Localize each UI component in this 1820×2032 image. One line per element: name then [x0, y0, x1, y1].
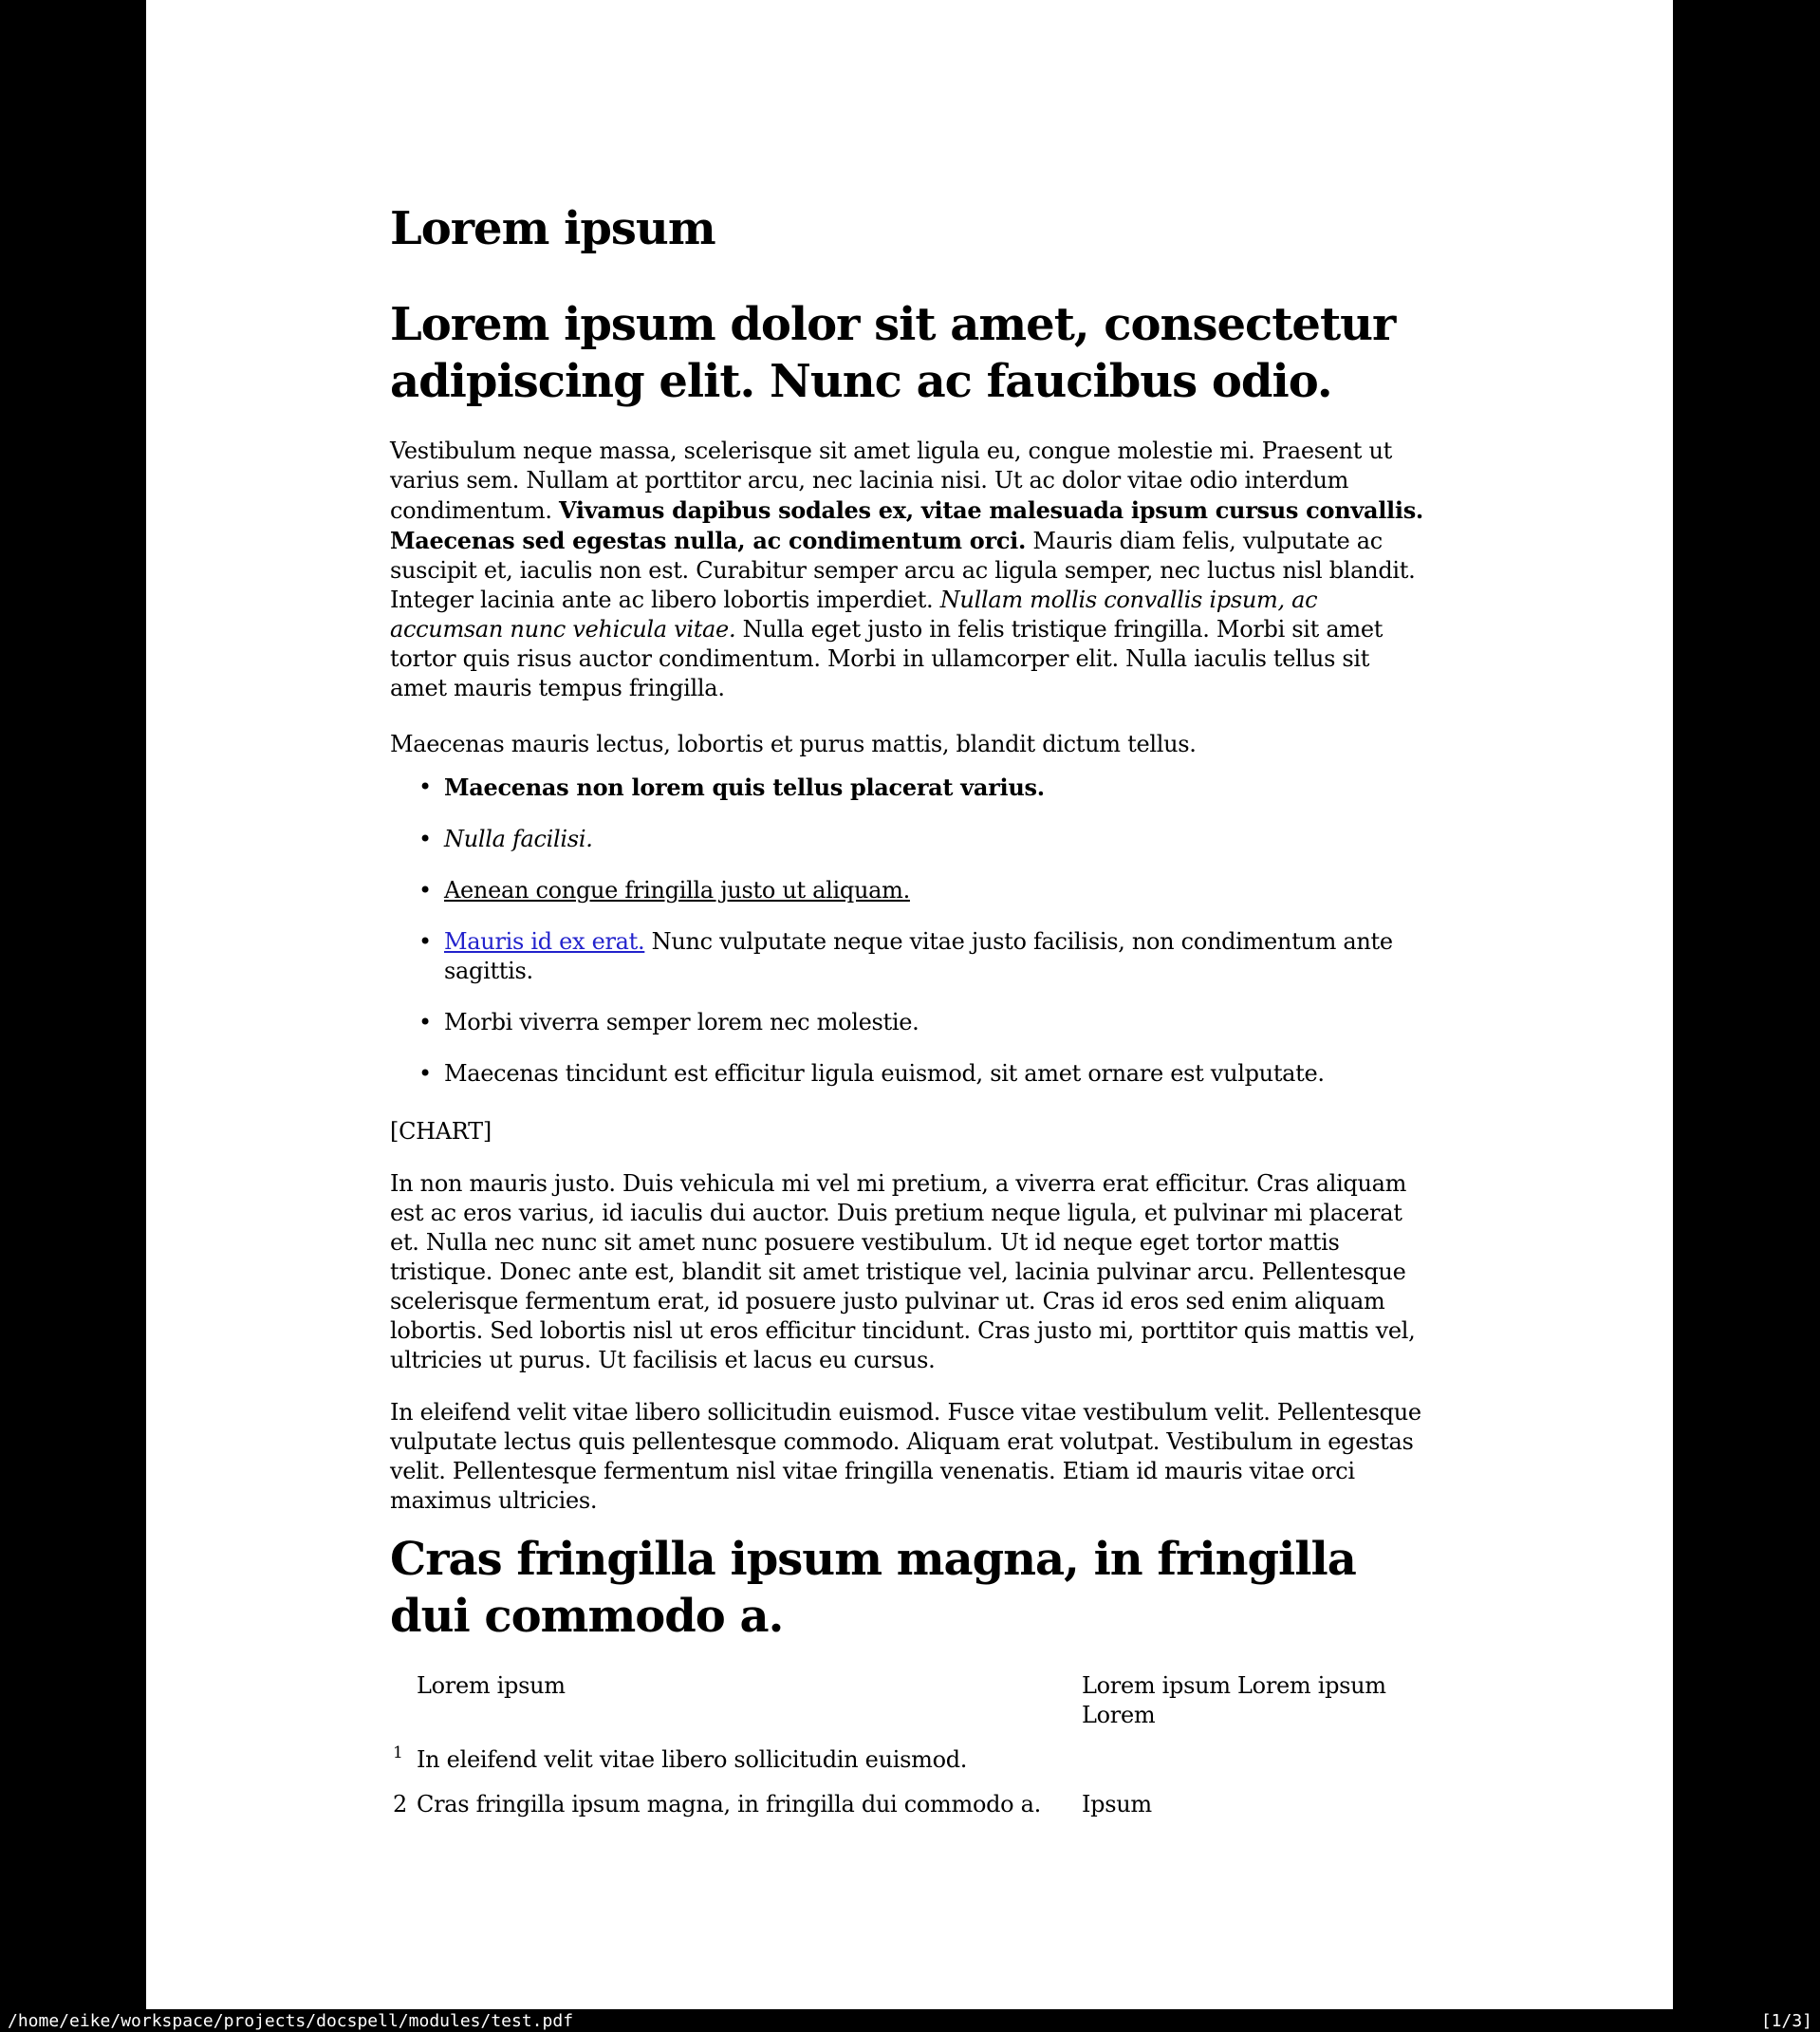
footnote-left-cell [390, 1745, 1082, 1775]
text-segment: Maecenas tincidunt est efficitur ligula euismod, sit amet ornare est vulputate. [444, 1060, 1325, 1087]
list-item [390, 1059, 1429, 1089]
footnote-text: Cras fringilla ipsum magna, in fringilla dui commodo a. [417, 1791, 1041, 1818]
footnote-left-cell [390, 1671, 1082, 1730]
pdf-page[interactable] [146, 0, 1673, 2009]
footnote-left-cell [390, 1790, 1082, 1819]
text-segment: Nunc vulputate neque vitae justo facilisis, non condimentum ante sagittis. [444, 928, 1393, 984]
text-segment: Morbi viverra semper lorem nec molestie. [444, 1009, 919, 1035]
footnote-text: In eleifend velit vitae libero sollicitudin euismod. [417, 1746, 968, 1773]
footnote-marker: 2 [393, 1791, 407, 1818]
text-segment: Nullam mollis convallis ipsum, ac accumsan nunc vehicula vitae. [390, 587, 1318, 643]
list-item [390, 927, 1429, 986]
document-subheading: Cras fringilla ipsum magna, in fringilla dui commodo a. [390, 1533, 1356, 1643]
bullet-list [390, 773, 1429, 1089]
footnote-text: Lorem ipsum [417, 1672, 566, 1699]
document-heading: Lorem ipsum dolor sit amet, consectetur adipiscing elit. Nunc ac faucibus odio. [390, 298, 1396, 408]
footnote-marker: 1 [393, 1743, 403, 1762]
footnote-table [390, 1671, 1429, 1819]
body-paragraph-1: In non mauris justo. Duis vehicula mi vel mi pretium, a viverra erat efficitur. Cras aliquam est ac eros varius, id iaculis dui auctor. Duis pretium neque ligula, et pulvinar mi placerat et. Nulla nec nunc sit amet nunc posuere vestibulum. Ut id neque eget tortor mattis tristique. Donec ante est, blandit sit amet tristique vel, lacinia pulvinar arcu. Pellentesque scelerisque fermentum erat, id posuere justo pulvinar ut. Cras id eros sed enim aliquam lobortis. Sed lobortis nisl ut eros efficitur tincidunt. Cras justo mi, porttitor quis mattis vel, ultricies ut purus. Ut facilisis et lacus eu cursus. [390, 1170, 1416, 1373]
text-segment: Vestibulum neque massa, scelerisque sit amet ligula eu, congue molestie mi. Praesent ut varius sem. Nullam at porttitor arcu, nec lacinia nisi. Ut ac dolor vitae odio interdum condimentum. [390, 438, 1392, 524]
chart-placeholder: [CHART] [390, 1118, 492, 1145]
footnote-right-cell: Lorem ipsum Lorem ipsum Lorem [1082, 1672, 1386, 1728]
text-segment: Nulla eget justo in felis tristique fringilla. Morbi sit amet tortor quis risus auctor condimentum. Morbi in ullamcorper elit. Nulla iaculis tellus sit amet mauris tempus fringilla. [390, 616, 1384, 701]
text-segment: Maecenas non lorem quis tellus placerat varius. [444, 774, 1045, 801]
intro-paragraph [390, 437, 1429, 703]
list-item [390, 876, 1429, 905]
status-bar [0, 2009, 1820, 2032]
text-segment: Vivamus dapibus sodales ex, vitae malesuada ipsum cursus convallis. Maecenas sed egestas nulla, ac condimentum orci. [390, 496, 1423, 554]
lead-paragraph: Maecenas mauris lectus, lobortis et purus mattis, blandit dictum tellus. [390, 731, 1197, 757]
document-title: Lorem ipsum [390, 202, 715, 255]
inline-link[interactable]: Mauris id ex erat. [444, 928, 645, 955]
body-paragraph-2: In eleifend velit vitae libero sollicitudin euismod. Fusce vitae vestibulum velit. Pellentesque vulputate lectus quis pellentesque commodo. Aliquam erat volutpat. Vestibulum in egestas velit. Pellentesque fermentum nisl vitae fringilla venenatis. Etiam id mauris vitae orci maximus ultricies. [390, 1399, 1421, 1514]
footnote-right-cell: Ipsum [1082, 1791, 1152, 1818]
list-item [390, 825, 1429, 854]
list-item [390, 773, 1429, 803]
file-path: /home/eike/workspace/projects/docspell/modules/test.pdf [8, 2010, 574, 2031]
text-segment: Mauris diam felis, vulputate ac suscipit et, iaculis non est. Curabitur semper arcu ac ligula semper, nec luctus nisl blandit. Integer lacinia ante ac libero lobortis imperdiet. [390, 528, 1416, 613]
footnote-right-cell [1082, 1745, 1429, 1775]
text-segment: Aenean congue fringilla justo ut aliquam. [444, 877, 910, 904]
page-indicator: [1/3] [1760, 2010, 1812, 2031]
text-segment: Nulla facilisi. [444, 826, 593, 852]
list-item [390, 1008, 1429, 1037]
document-content [146, 0, 1429, 1819]
